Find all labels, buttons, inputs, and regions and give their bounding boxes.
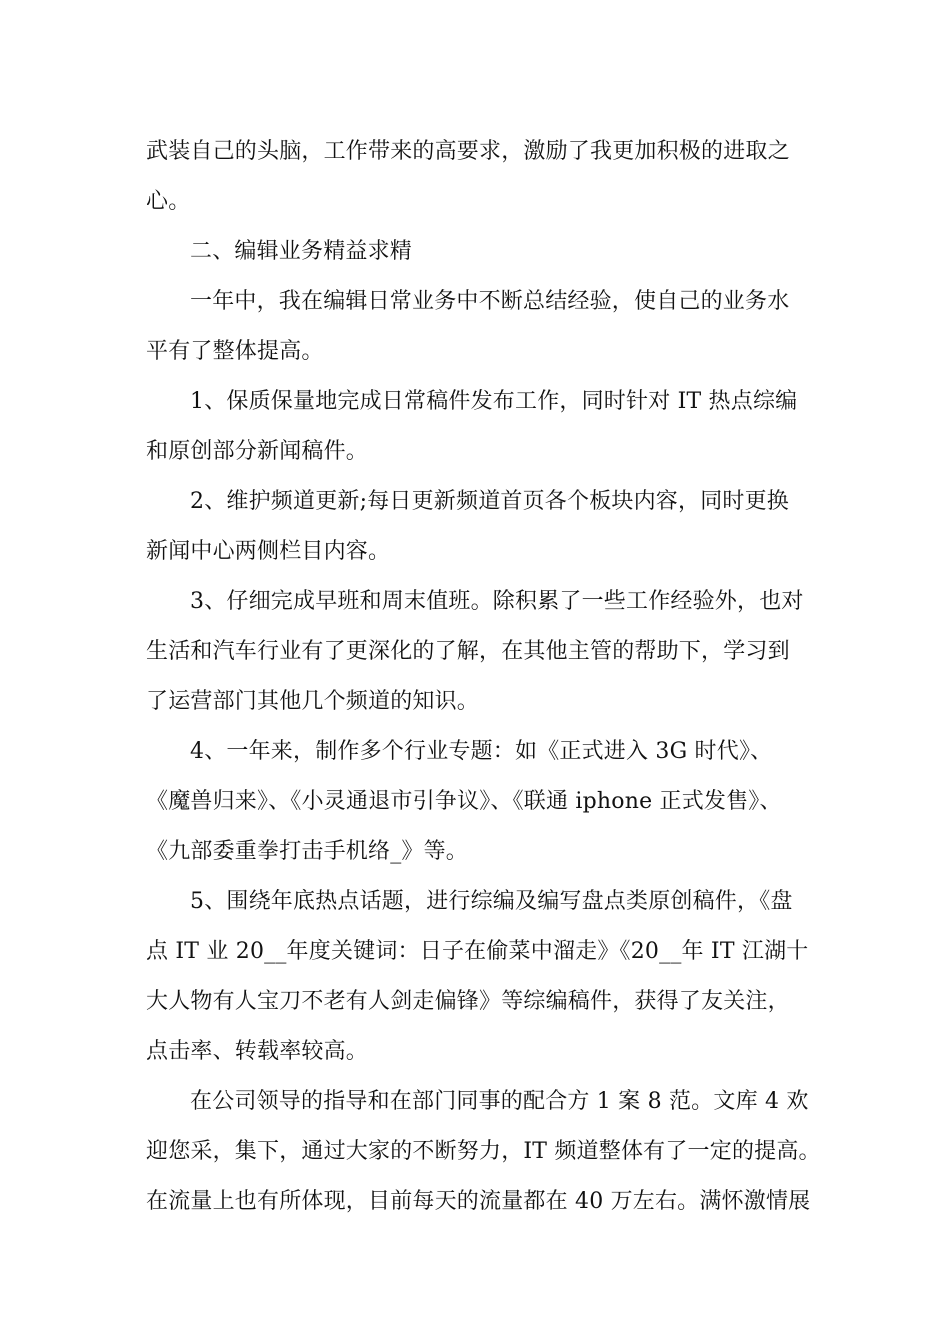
text-line: 一年中，我在编辑日常业务中不断总结经验，使自己的业务水 <box>190 289 790 314</box>
text-line: 《九部委重拳打击手机络_》等。 <box>146 839 469 864</box>
text-line: 点击率、转载率较高。 <box>146 1039 369 1064</box>
text-line: 生活和汽车行业有了更深化的了解，在其他主管的帮助下，学习到 <box>146 639 790 664</box>
text-line: 和原创部分新闻稿件。 <box>146 439 369 464</box>
section-heading: 二、编辑业务精益求精 <box>190 239 413 264</box>
text-line: 在流量上也有所体现，目前每天的流量都在 40 万左右。满怀激情展 <box>146 1189 811 1214</box>
text-line: 武装自己的头脑，工作带来的高要求，激励了我更加积极的进取之 <box>146 139 790 164</box>
text-line: 平有了整体提高。 <box>146 339 324 364</box>
text-line: 点 IT 业 20__年度关键词：日子在偷菜中溜走》《20__年 IT 江湖十 <box>146 939 809 964</box>
text-line: 心。 <box>146 189 191 214</box>
text-line: 新闻中心两侧栏目内容。 <box>146 539 391 564</box>
text-line: 大人物有人宝刀不老有人剑走偏锋》等综编稿件，获得了友关注， <box>146 989 790 1014</box>
text-line: 在公司领导的指导和在部门同事的配合方 1 案 8 范。文库 4 欢 <box>190 1089 809 1114</box>
text-line: 了运营部门其他几个频道的知识。 <box>146 689 480 714</box>
text-line: 《魔兽归来》、《小灵通退市引争议》、《联通 iphone 正式发售》、 <box>146 789 782 814</box>
text-line: 迎您采，集下，通过大家的不断努力，IT 频道整体有了一定的提高。 <box>146 1139 821 1164</box>
list-item-5: 5、围绕年底热点话题，进行综编及编写盘点类原创稿件，《盘 <box>190 889 793 914</box>
list-item-4: 4、一年来，制作多个行业专题：如《正式进入 3G 时代》、 <box>190 739 773 764</box>
list-item-2: 2、维护频道更新;每日更新频道首页各个板块内容，同时更换 <box>190 489 790 514</box>
list-item-1: 1、保质保量地完成日常稿件发布工作，同时针对 IT 热点综编 <box>190 389 798 414</box>
list-item-3: 3、仔细完成早班和周末值班。除积累了一些工作经验外，也对 <box>190 589 804 614</box>
